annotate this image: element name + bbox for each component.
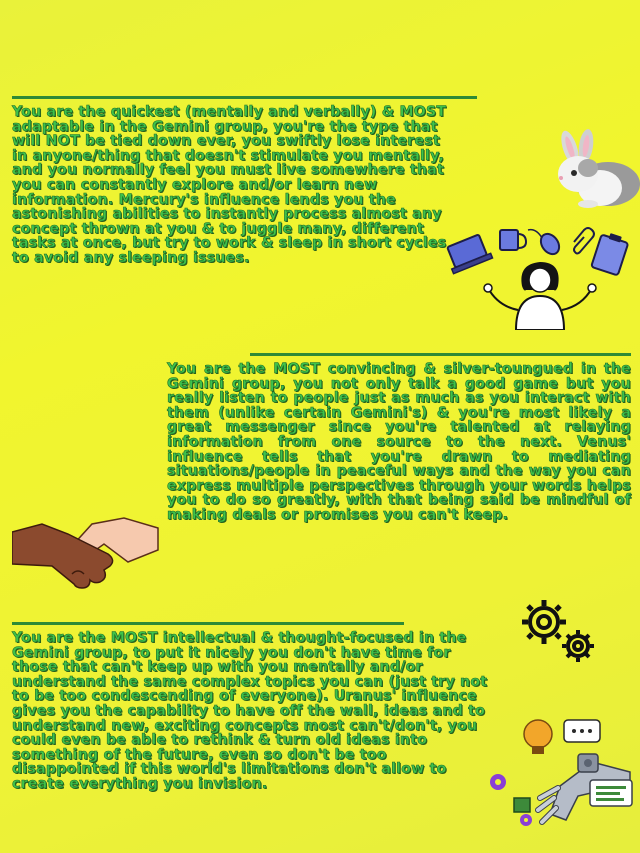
section-1-text: You are the quickest (mentally and verbally) & MOST adaptable in the Gemini group, you're the type that will NOT be tied down ever, you swiftly lose interest in anyone/thing that doesn't stimulate you mentally, and you normally feel you must live somewhere that you can constantly explore and/or learn new information. Mercury's influence lends you the astonishing abilities to instantly process almost any concept thrown at you & to juggle many, different tasks at once, but try to work & sleep in short cycles to avoid any sleeping issues.	[12, 104, 447, 266]
section-2-divider	[250, 353, 631, 356]
section-1-divider	[12, 96, 477, 99]
section-3-text: You are the MOST intellectual & thought-focused in the Gemini group, to put it nicely you don't have time for those that can't keep up with you mentally and/or understand the same complex topics you can (just try not to be too condescending of everyone). Uranus' influence gives you the capability to have off the wall, ideas and to understand new, exciting concepts most can't/don't, you could even be able to rethink & turn old ideas into something of the future, even so don't be too disappointed if this world's limitations don't allow to create everything you invision.	[12, 630, 488, 792]
section-3-divider	[12, 622, 404, 625]
robot-hand-idea-icon	[480, 712, 636, 836]
multitasking-woman-icon	[446, 218, 632, 330]
rabbit-icon	[548, 128, 640, 210]
handshake-icon	[12, 514, 160, 590]
gears-icon	[516, 596, 600, 666]
section-2-text: You are the MOST convincing & silver-toungued in the Gemini group, you not only talk a good game but you really listen to people just as much as you interact with them (unlike certain Gemini's) & you're most likely a great messenger since you're talented at relaying information from one source to the next. Venus' influence tells that you're drawn to mediating situations/people in peaceful ways and the way you can express multiple perspectives through your words helps you to do so greatly, with that being said be mindful of making deals or promises you can't keep.	[167, 361, 631, 523]
